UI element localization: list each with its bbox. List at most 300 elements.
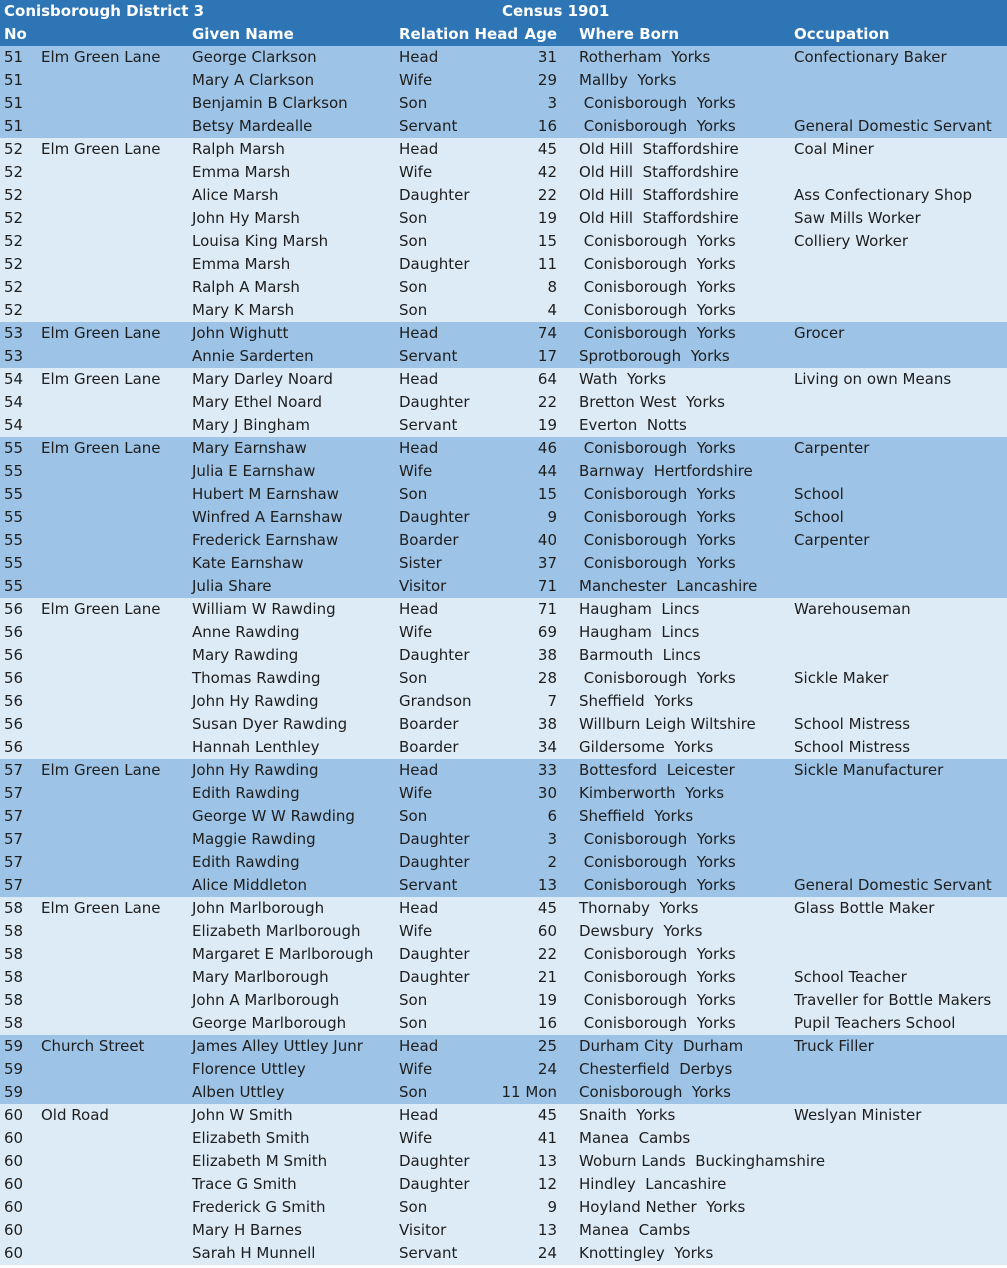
row-no: 57 xyxy=(4,853,24,871)
row-relation: Son xyxy=(399,991,428,1009)
row-relation: Daughter xyxy=(399,830,470,848)
row-given-name: Elizabeth Smith xyxy=(192,1129,310,1147)
row-age: 19 xyxy=(537,209,557,227)
row-where-born: Conisborough Yorks xyxy=(579,508,736,526)
row-address: Elm Green Lane xyxy=(41,600,161,618)
row-occupation: Confectionary Baker xyxy=(794,48,947,66)
row-age: 22 xyxy=(537,945,557,963)
row-where-born: Barnway Hertfordshire xyxy=(579,462,753,480)
row-given-name: Winfred A Earnshaw xyxy=(192,508,343,526)
row-relation: Head xyxy=(399,761,439,779)
row-no: 57 xyxy=(4,807,24,825)
row-no: 55 xyxy=(4,439,24,457)
table-row xyxy=(0,368,1007,391)
table-row xyxy=(0,69,1007,92)
row-occupation: Living on own Means xyxy=(794,370,952,388)
row-address: Elm Green Lane xyxy=(41,48,161,66)
row-no: 52 xyxy=(4,255,24,273)
table-row xyxy=(0,345,1007,368)
row-age: 12 xyxy=(537,1175,557,1193)
row-given-name: John Hy Rawding xyxy=(192,761,319,779)
row-no: 55 xyxy=(4,577,24,595)
row-relation: Daughter xyxy=(399,1152,470,1170)
row-relation: Head xyxy=(399,439,439,457)
table-row xyxy=(0,690,1007,713)
row-given-name: Thomas Rawding xyxy=(192,669,321,687)
row-given-name: Trace G Smith xyxy=(192,1175,297,1193)
row-given-name: George Clarkson xyxy=(192,48,317,66)
row-occupation: School Mistress xyxy=(794,715,911,733)
row-age: 16 xyxy=(537,1014,557,1032)
row-age: 28 xyxy=(537,669,557,687)
row-given-name: George Marlborough xyxy=(192,1014,347,1032)
table-row xyxy=(0,46,1007,69)
row-where-born: Conisborough Yorks xyxy=(579,1014,736,1032)
row-relation: Daughter xyxy=(399,186,470,204)
row-relation: Wife xyxy=(399,1129,433,1147)
row-given-name: Benjamin B Clarkson xyxy=(192,94,348,112)
row-where-born: Sprotborough Yorks xyxy=(579,347,730,365)
row-no: 55 xyxy=(4,508,24,526)
row-where-born: Old Hill Staffordshire xyxy=(579,186,739,204)
table-row xyxy=(0,1150,1007,1173)
row-where-born: Old Hill Staffordshire xyxy=(579,209,739,227)
row-relation: Visitor xyxy=(399,1221,447,1239)
row-no: 60 xyxy=(4,1175,24,1193)
row-relation: Son xyxy=(399,278,428,296)
row-age: 16 xyxy=(537,117,557,135)
table-row xyxy=(0,989,1007,1012)
table-row xyxy=(0,782,1007,805)
row-where-born: Conisborough Yorks xyxy=(579,1083,731,1101)
row-given-name: Margaret E Marlborough xyxy=(192,945,374,963)
row-given-name: Susan Dyer Rawding xyxy=(192,715,348,733)
row-address: Old Road xyxy=(41,1106,109,1124)
table-row xyxy=(0,1058,1007,1081)
row-relation: Head xyxy=(399,1106,439,1124)
table-row xyxy=(0,920,1007,943)
row-relation: Wife xyxy=(399,784,433,802)
row-where-born: Durham City Durham xyxy=(579,1037,744,1055)
row-where-born: Conisborough Yorks xyxy=(579,301,736,319)
row-given-name: Julia Share xyxy=(192,577,272,595)
table-row xyxy=(0,828,1007,851)
row-age: 64 xyxy=(537,370,557,388)
row-no: 53 xyxy=(4,347,24,365)
row-age: 44 xyxy=(537,462,557,480)
row-relation: Head xyxy=(399,324,439,342)
row-where-born: Sheffield Yorks xyxy=(579,692,694,710)
column-header-row xyxy=(0,23,1007,46)
row-age: 2 xyxy=(547,853,557,871)
row-no: 55 xyxy=(4,462,24,480)
row-given-name: Anne Rawding xyxy=(192,623,300,641)
row-where-born: Kimberworth Yorks xyxy=(579,784,725,802)
table-row xyxy=(0,851,1007,874)
row-age: 11 xyxy=(537,255,557,273)
row-given-name: Edith Rawding xyxy=(192,853,300,871)
row-age: 15 xyxy=(537,232,557,250)
row-relation: Son xyxy=(399,1198,428,1216)
row-relation: Daughter xyxy=(399,393,470,411)
row-no: 52 xyxy=(4,163,24,181)
row-relation: Daughter xyxy=(399,255,470,273)
row-relation: Son xyxy=(399,485,428,503)
row-where-born: Conisborough Yorks xyxy=(579,945,736,963)
table-row xyxy=(0,115,1007,138)
row-where-born: Bretton West Yorks xyxy=(579,393,726,411)
row-age: 25 xyxy=(537,1037,557,1055)
table-row xyxy=(0,1219,1007,1242)
table-row xyxy=(0,207,1007,230)
row-no: 60 xyxy=(4,1129,24,1147)
table-row xyxy=(0,1242,1007,1265)
row-given-name: Elizabeth M Smith xyxy=(192,1152,328,1170)
row-occupation: Saw Mills Worker xyxy=(794,209,921,227)
row-address: Elm Green Lane xyxy=(41,761,161,779)
table-row xyxy=(0,598,1007,621)
table-row xyxy=(0,1127,1007,1150)
row-where-born: Mallby Yorks xyxy=(579,71,677,89)
row-where-born: Dewsbury Yorks xyxy=(579,922,703,940)
census-title: Census 1901 xyxy=(502,2,610,20)
row-occupation: General Domestic Servant xyxy=(794,117,992,135)
row-relation: Boarder xyxy=(399,738,459,756)
row-relation: Son xyxy=(399,1014,428,1032)
row-no: 55 xyxy=(4,531,24,549)
row-where-born: Conisborough Yorks xyxy=(579,991,736,1009)
row-relation: Son xyxy=(399,669,428,687)
row-age: 13 xyxy=(537,876,557,894)
row-age: 13 xyxy=(537,1152,557,1170)
row-where-born: Knottingley Yorks xyxy=(579,1244,714,1262)
row-no: 54 xyxy=(4,370,24,388)
row-relation: Boarder xyxy=(399,531,459,549)
header-relation: Relation Head xyxy=(399,25,519,43)
row-given-name: Mary H Barnes xyxy=(192,1221,302,1239)
row-relation: Wife xyxy=(399,922,433,940)
row-relation: Head xyxy=(399,600,439,618)
row-relation: Wife xyxy=(399,163,433,181)
row-address: Elm Green Lane xyxy=(41,439,161,457)
row-occupation: Sickle Manufacturer xyxy=(794,761,944,779)
row-given-name: John Hy Marsh xyxy=(192,209,300,227)
row-relation: Servant xyxy=(399,876,458,894)
row-occupation: Coal Miner xyxy=(794,140,874,158)
header-no: No xyxy=(4,25,27,43)
row-where-born: Old Hill Staffordshire xyxy=(579,163,739,181)
table-row xyxy=(0,299,1007,322)
row-where-born: Conisborough Yorks xyxy=(579,324,736,342)
row-given-name: Annie Sarderten xyxy=(192,347,314,365)
row-given-name: Kate Earnshaw xyxy=(192,554,304,572)
row-no: 52 xyxy=(4,278,24,296)
row-where-born: Manea Cambs xyxy=(579,1129,691,1147)
row-given-name: Julia E Earnshaw xyxy=(192,462,316,480)
table-row xyxy=(0,414,1007,437)
row-no: 51 xyxy=(4,48,24,66)
row-age: 71 xyxy=(537,600,557,618)
row-no: 56 xyxy=(4,738,24,756)
table-row xyxy=(0,713,1007,736)
row-given-name: Mary Marlborough xyxy=(192,968,329,986)
row-no: 56 xyxy=(4,715,24,733)
row-age: 40 xyxy=(537,531,557,549)
row-where-born: Bottesford Leicester xyxy=(579,761,735,779)
table-row xyxy=(0,322,1007,345)
row-occupation: Warehouseman xyxy=(794,600,911,618)
row-no: 58 xyxy=(4,922,24,940)
table-row xyxy=(0,391,1007,414)
row-relation: Daughter xyxy=(399,945,470,963)
row-no: 60 xyxy=(4,1152,24,1170)
row-no: 60 xyxy=(4,1106,24,1124)
row-where-born: Conisborough Yorks xyxy=(579,876,736,894)
table-row xyxy=(0,667,1007,690)
table-row xyxy=(0,552,1007,575)
row-no: 52 xyxy=(4,301,24,319)
row-age: 45 xyxy=(537,1106,557,1124)
row-where-born: Haugham Lincs xyxy=(579,600,700,618)
row-no: 58 xyxy=(4,899,24,917)
row-age: 42 xyxy=(537,163,557,181)
row-occupation: Carpenter xyxy=(794,531,870,549)
row-age: 24 xyxy=(537,1060,557,1078)
row-where-born: Willburn Leigh Wiltshire xyxy=(579,715,756,733)
row-age: 24 xyxy=(537,1244,557,1262)
row-given-name: John Wighutt xyxy=(192,324,289,342)
row-age: 15 xyxy=(537,485,557,503)
row-given-name: William W Rawding xyxy=(192,600,336,618)
table-row xyxy=(0,161,1007,184)
row-relation: Son xyxy=(399,1083,428,1101)
row-no: 56 xyxy=(4,646,24,664)
row-occupation: Weslyan Minister xyxy=(794,1106,922,1124)
row-age: 69 xyxy=(537,623,557,641)
row-where-born: Conisborough Yorks xyxy=(579,255,736,273)
title-row xyxy=(0,0,1007,23)
row-age: 33 xyxy=(537,761,557,779)
row-relation: Servant xyxy=(399,117,458,135)
row-no: 55 xyxy=(4,554,24,572)
row-occupation: Traveller for Bottle Makers xyxy=(794,991,992,1009)
row-where-born: Sheffield Yorks xyxy=(579,807,694,825)
row-no: 58 xyxy=(4,991,24,1009)
row-where-born: Conisborough Yorks xyxy=(579,94,736,112)
row-occupation: School xyxy=(794,485,844,503)
row-age: 29 xyxy=(537,71,557,89)
row-occupation: School Mistress xyxy=(794,738,911,756)
row-age: 13 xyxy=(537,1221,557,1239)
row-occupation: Grocer xyxy=(794,324,845,342)
row-no: 57 xyxy=(4,876,24,894)
row-relation: Wife xyxy=(399,71,433,89)
table-row xyxy=(0,943,1007,966)
row-address: Elm Green Lane xyxy=(41,140,161,158)
table-row xyxy=(0,897,1007,920)
row-no: 54 xyxy=(4,416,24,434)
row-where-born: Conisborough Yorks xyxy=(579,439,736,457)
row-where-born: Conisborough Yorks xyxy=(579,232,736,250)
row-given-name: Frederick Earnshaw xyxy=(192,531,339,549)
row-no: 60 xyxy=(4,1221,24,1239)
table-row xyxy=(0,805,1007,828)
row-age: 60 xyxy=(537,922,557,940)
row-given-name: John A Marlborough xyxy=(192,991,340,1009)
row-where-born: Hindley Lancashire xyxy=(579,1175,727,1193)
row-address: Elm Green Lane xyxy=(41,324,161,342)
row-relation: Wife xyxy=(399,1060,433,1078)
row-occupation: Ass Confectionary Shop xyxy=(794,186,973,204)
row-where-born: Conisborough Yorks xyxy=(579,669,736,687)
row-age: 4 xyxy=(547,301,557,319)
row-given-name: Alice Middleton xyxy=(192,876,307,894)
row-occupation: Pupil Teachers School xyxy=(794,1014,956,1032)
row-no: 51 xyxy=(4,71,24,89)
row-where-born: Haugham Lincs xyxy=(579,623,700,641)
row-age: 6 xyxy=(547,807,557,825)
row-age: 11 Mon xyxy=(501,1083,557,1101)
row-relation: Head xyxy=(399,370,439,388)
row-age: 22 xyxy=(537,186,557,204)
row-no: 59 xyxy=(4,1060,24,1078)
row-given-name: James Alley Uttley Junr xyxy=(192,1037,363,1055)
row-age: 34 xyxy=(537,738,557,756)
row-age: 9 xyxy=(547,1198,557,1216)
table-row xyxy=(0,575,1007,598)
district-title: Conisborough District 3 xyxy=(4,2,205,20)
row-where-born: Conisborough Yorks xyxy=(579,853,736,871)
row-no: 59 xyxy=(4,1083,24,1101)
row-age: 19 xyxy=(537,416,557,434)
row-given-name: Ralph Marsh xyxy=(192,140,285,158)
row-given-name: John W Smith xyxy=(192,1106,293,1124)
row-no: 52 xyxy=(4,232,24,250)
table-row xyxy=(0,736,1007,759)
row-relation: Sister xyxy=(399,554,442,572)
row-no: 55 xyxy=(4,485,24,503)
row-age: 3 xyxy=(547,94,557,112)
table-row xyxy=(0,460,1007,483)
table-row xyxy=(0,1104,1007,1127)
row-occupation: School Teacher xyxy=(794,968,907,986)
table-row xyxy=(0,644,1007,667)
row-no: 60 xyxy=(4,1198,24,1216)
row-age: 30 xyxy=(537,784,557,802)
row-age: 31 xyxy=(537,48,557,66)
row-no: 60 xyxy=(4,1244,24,1262)
row-age: 71 xyxy=(537,577,557,595)
row-address: Elm Green Lane xyxy=(41,370,161,388)
row-relation: Daughter xyxy=(399,968,470,986)
row-age: 45 xyxy=(537,140,557,158)
row-given-name: Betsy Mardealle xyxy=(192,117,313,135)
table-row xyxy=(0,759,1007,782)
row-where-born: Woburn Lands Buckinghamshire xyxy=(579,1152,826,1170)
table-row xyxy=(0,1012,1007,1035)
row-relation: Head xyxy=(399,899,439,917)
table-row xyxy=(0,276,1007,299)
row-no: 56 xyxy=(4,600,24,618)
row-given-name: Mary Earnshaw xyxy=(192,439,307,457)
row-where-born: Conisborough Yorks xyxy=(579,531,736,549)
row-given-name: Mary K Marsh xyxy=(192,301,295,319)
table-row xyxy=(0,1035,1007,1058)
table-row xyxy=(0,437,1007,460)
row-no: 58 xyxy=(4,968,24,986)
row-age: 17 xyxy=(537,347,557,365)
row-where-born: Manchester Lancashire xyxy=(579,577,758,595)
row-address: Church Street xyxy=(41,1037,145,1055)
row-age: 9 xyxy=(547,508,557,526)
row-given-name: Emma Marsh xyxy=(192,163,291,181)
table-row xyxy=(0,621,1007,644)
row-no: 52 xyxy=(4,186,24,204)
row-no: 59 xyxy=(4,1037,24,1055)
row-relation: Son xyxy=(399,807,428,825)
row-address: Elm Green Lane xyxy=(41,899,161,917)
row-relation: Head xyxy=(399,48,439,66)
row-relation: Servant xyxy=(399,347,458,365)
row-where-born: Conisborough Yorks xyxy=(579,968,736,986)
row-age: 38 xyxy=(537,715,557,733)
row-no: 52 xyxy=(4,140,24,158)
table-row xyxy=(0,1081,1007,1104)
row-relation: Servant xyxy=(399,1244,458,1262)
row-relation: Daughter xyxy=(399,646,470,664)
row-age: 38 xyxy=(537,646,557,664)
row-where-born: Rotherham Yorks xyxy=(579,48,711,66)
row-relation: Boarder xyxy=(399,715,459,733)
row-no: 56 xyxy=(4,669,24,687)
row-age: 19 xyxy=(537,991,557,1009)
row-given-name: Emma Marsh xyxy=(192,255,291,273)
row-given-name: Louisa King Marsh xyxy=(192,232,329,250)
row-relation: Head xyxy=(399,140,439,158)
row-no: 53 xyxy=(4,324,24,342)
row-occupation: Truck Filler xyxy=(794,1037,874,1055)
row-given-name: George W W Rawding xyxy=(192,807,355,825)
table-row xyxy=(0,253,1007,276)
row-given-name: Edith Rawding xyxy=(192,784,300,802)
row-age: 74 xyxy=(537,324,557,342)
header-given-name: Given Name xyxy=(192,25,294,43)
row-where-born: Chesterfield Derbys xyxy=(579,1060,733,1078)
row-where-born: Old Hill Staffordshire xyxy=(579,140,739,158)
row-occupation: General Domestic Servant xyxy=(794,876,992,894)
header-where-born: Where Born xyxy=(579,25,680,43)
row-age: 45 xyxy=(537,899,557,917)
row-no: 57 xyxy=(4,784,24,802)
row-given-name: Sarah H Munnell xyxy=(192,1244,316,1262)
row-given-name: Elizabeth Marlborough xyxy=(192,922,361,940)
row-occupation: Colliery Worker xyxy=(794,232,909,250)
table-row xyxy=(0,483,1007,506)
row-given-name: Mary Rawding xyxy=(192,646,299,664)
row-relation: Visitor xyxy=(399,577,447,595)
row-given-name: John Marlborough xyxy=(192,899,325,917)
row-given-name: Florence Uttley xyxy=(192,1060,306,1078)
row-where-born: Manea Cambs xyxy=(579,1221,691,1239)
table-row xyxy=(0,184,1007,207)
row-where-born: Hoyland Nether Yorks xyxy=(579,1198,746,1216)
row-relation: Son xyxy=(399,94,428,112)
row-relation: Daughter xyxy=(399,853,470,871)
row-given-name: Mary J Bingham xyxy=(192,416,310,434)
row-given-name: Mary Ethel Noard xyxy=(192,393,322,411)
row-given-name: Mary Darley Noard xyxy=(192,370,333,388)
table-row xyxy=(0,138,1007,161)
